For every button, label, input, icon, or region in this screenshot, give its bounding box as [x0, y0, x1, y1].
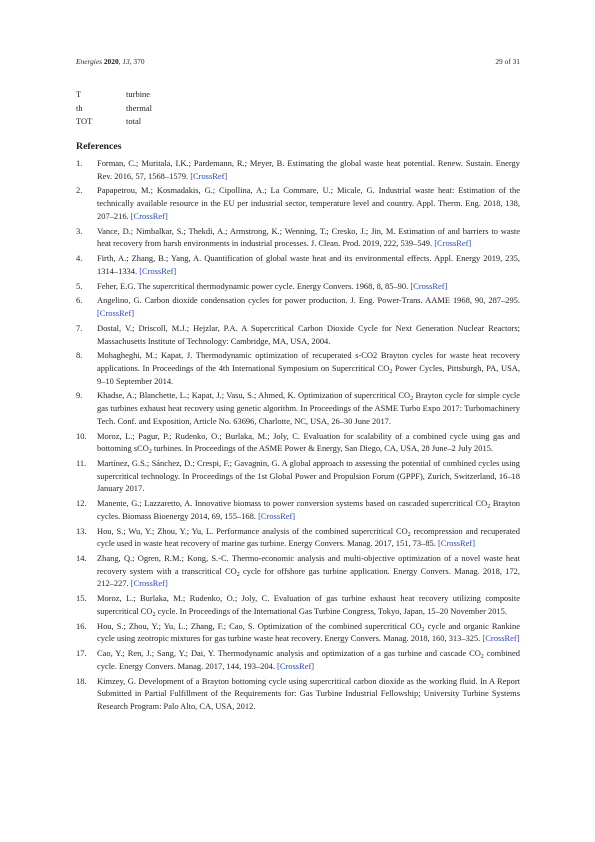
reference-text: Angelino, G. Carbon dioxide condensation cycles for power production. J. Eng. Power-Trans. AAME 1968, 90, 287–295. [CrossRef] [97, 295, 520, 319]
reference-item [76, 252, 520, 277]
reference-number: 18. [76, 675, 87, 686]
reference-item [76, 184, 520, 222]
reference-item [76, 157, 520, 182]
reference-text: Manente, G.; Lazzaretto, A. Innovative biomass to power conversion systems based on cascaded supercritical $CO_2$ Brayton cycles. Biomass Bioenergy 2014, 69, 155–168. [CrossRef] [97, 498, 521, 521]
crossref-link[interactable]: [CrossRef] [139, 265, 177, 276]
reference-number: 16. [76, 620, 87, 631]
abbreviation-meaning: total [126, 116, 142, 127]
reference-item [76, 225, 520, 250]
reference-item [76, 294, 520, 319]
reference-number: 1. [76, 158, 83, 168]
reference-text: Zhang, Q.; Ogren, R.M.; Kong, S.-C. Thermo-economic analysis and multi-objective optimization of a novel waste heat recovery system with a transcritical $CO_2$ cycle for offshore gas turbine application. Energy Convers. Manag. 2018, 172, 212–227. [CrossRef] [97, 553, 520, 589]
reference-number: 3. [76, 225, 83, 236]
abbreviation-row [76, 115, 152, 129]
reference-item [76, 349, 520, 387]
reference-text: Martínez, G.S.; Sánchez, D.; Crespi, F.; Gavagnin, G. A global approach to assessing the potential of combined cycles using supercritical technology. In Proceedings of the 1st Global Power and Propulsion Forum (GPPF), Zurich, Switzerland, 16–18 January 2017. [97, 458, 520, 494]
page-number: 29 of 31 [495, 57, 520, 66]
references-heading: References [76, 141, 122, 152]
reference-item [76, 647, 520, 672]
reference-number: 2. [76, 185, 83, 196]
journal-reference: Energies 2020, 13, 370 [76, 57, 145, 66]
reference-item [76, 322, 520, 347]
reference-number: 14. [76, 553, 87, 564]
reference-text: Forman, C.; Muritala, I.K.; Pardemann, R.; Meyer, B. Estimating the global waste heat potential. Renew. Sustain. Energy Rev. 2016, 57, 1568–1579. [CrossRef] [97, 158, 520, 181]
reference-text: Moroz, L.; Burlaka, M.; Rudenko, O.; Joly, C. Evaluation of gas turbine exhaust heat recovery utilizing composite supercritical $CO_2$ cycle. In Proceedings of the International Gas Turbine Congress, Tokyo, Japan, 15–20 November 2015. [97, 593, 520, 618]
reference-number: 9. [76, 390, 83, 401]
reference-list [76, 157, 520, 715]
reference-text: Firth, A.; Zhang, B.; Yang, A. Quantification of global waste heat and its environmental effects. Appl. Energy 2019, 235, 1314–1334. [CrossRef] [97, 253, 520, 276]
reference-number: 8. [76, 350, 83, 361]
crossref-link[interactable]: [CrossRef] [130, 578, 168, 589]
reference-text: Dostal, V.; Driscoll, M.J.; Hejzlar, P.A. A Supercritical Carbon Dioxide Cycle for Next Generation Nuclear Reactors; Massachusetts Institute of Technology: Cambridge, MA, USA, 2004. [97, 322, 520, 346]
reference-item [76, 389, 520, 427]
reference-text: Hou, S.; Zhou, Y.; Yu, L.; Zhang, F.; Cao, S. Optimization of the combined supercritical $CO_2$ cycle and organic Rankine cycle using zeotropic mixtures for gas turbine waste heat recovery. Energy Convers. Manag. 2018, 160, 313–325. [CrossRef] [97, 620, 520, 644]
reference-item [76, 552, 520, 590]
reference-number: 7. [76, 322, 83, 333]
reference-text: Vance, D.; Nimbalkar, S.; Thekdi, A.; Armstrong, K.; Wenning, T.; Cresko, J.; Jin, M. Estimation of and barriers to waste heat recovery from harsh environments in industrial processes. J. Clean. Prod. 2019, 222, 539–549. [CrossRef] [97, 225, 520, 249]
reference-text: Hou, S.; Wu, Y.; Zhou, Y.; Yu, L. Performance analysis of the combined supercritical $CO_2$ recompression and recuperated cycle used in waste heat recovery of marine gas turbine. Energy Convers. Manag. 2017, 151, 73–85. [CrossRef] [97, 525, 521, 549]
reference-text: Feher, E.G. The supercritical thermodynamic power cycle. Energy Convers. 1968, 8, 85–90. [CrossRef] [97, 280, 448, 291]
reference-text: Kimzey, G. Development of a Brayton bottoming cycle using supercritical carbon dioxide as the working fluid. In A Report Submitted in Partial Fulfillment of the Requirements for: Gas Turbine Industrial Fellowship; University Turbine Systems Research Program: Palo Alto, CA, USA, 2012. [97, 675, 520, 711]
reference-item [76, 592, 520, 617]
abbreviation-term: th [76, 102, 83, 113]
reference-item [76, 675, 520, 713]
reference-number: 13. [76, 525, 87, 536]
reference-item [76, 525, 520, 550]
crossref-link[interactable]: [CrossRef] [482, 633, 520, 644]
reference-item [76, 280, 520, 293]
reference-text: Moroz, L.; Pagur, P.; Rudenko, O.; Burlaka, M.; Joly, C. Evaluation for scalability of a combined cycle using gas and bottoming sCO$_2$ turbines. In Proceedings of the ASME Power & Energy, San Diego, CA, USA, 28 June–2 July 2015. [97, 430, 520, 456]
reference-text: Papapetrou, M.; Kosmadakis, G.; Cipollina, A.; La Commare, U.; Micale, G. Industrial waste heat: Estimation of the technically available resource in the EU per industrial sector, temperature level and country. Appl. Therm. Eng. 2018, 138, 207–216. [CrossRef] [97, 185, 520, 221]
reference-number: 11. [76, 458, 87, 469]
crossref-link[interactable]: [CrossRef] [277, 660, 315, 671]
reference-number: 15. [76, 593, 87, 604]
crossref-link[interactable]: [CrossRef] [410, 280, 448, 291]
abbreviation-list [76, 88, 152, 129]
reference-number: 10. [76, 430, 87, 441]
reference-number: 4. [76, 253, 83, 264]
crossref-link[interactable]: [CrossRef] [258, 510, 296, 521]
reference-item [76, 457, 520, 495]
reference-text: Cao, Y.; Ren, J.; Sang, Y.; Dai, Y. Thermodynamic analysis and optimization of a gas turbine and cascade $CO_2$ combined cycle. Energy Convers. Manag. 2017, 144, 193–204. [CrossRef] [97, 648, 520, 671]
abbreviation-row [76, 102, 152, 116]
reference-item [76, 430, 520, 455]
abbreviation-row [76, 88, 152, 102]
crossref-link[interactable]: [CrossRef] [434, 238, 472, 249]
reference-text: Khadse, A.; Blanchette, L.; Kapat, J.; Vasu, S.; Ahmed, K. Optimization of supercritical $CO_2$ Brayton cycle for simple cycle gas turbines exhaust heat recovery using genetic algorithm. In Proceedings of the ASME Turbo Expo 2017: Turbomachinery Tech. Conf. and Exposition, Article No. 63696, Charlotte, NC, USA, 26–30 June 2017. [97, 390, 520, 426]
crossref-link[interactable]: [CrossRef] [438, 538, 476, 549]
reference-number: 12. [76, 498, 87, 509]
crossref-link[interactable]: [CrossRef] [97, 308, 135, 319]
crossref-link[interactable]: [CrossRef] [130, 210, 168, 221]
reference-number: 17. [76, 648, 87, 659]
reference-text: Mohagheghi, M.; Kapat, J. Thermodynamic optimization of recuperated s-CO2 Brayton cycles for waste heat recovery applications. In Proceedings of the 4th International Symposium on Supercritical $CO_2$ Power Cycles, Pittsburgh, PA, USA, 9–10 September 2014. [97, 350, 520, 386]
abbreviation-term: TOT [76, 116, 93, 127]
abbreviation-meaning: thermal [126, 102, 152, 113]
abbreviation-meaning: turbine [126, 89, 151, 99]
reference-item [76, 497, 520, 522]
reference-item [76, 620, 520, 645]
abbreviation-term: T [76, 89, 82, 99]
reference-number: 5. [76, 280, 83, 291]
crossref-link[interactable]: [CrossRef] [190, 170, 228, 181]
reference-number: 6. [76, 295, 83, 306]
